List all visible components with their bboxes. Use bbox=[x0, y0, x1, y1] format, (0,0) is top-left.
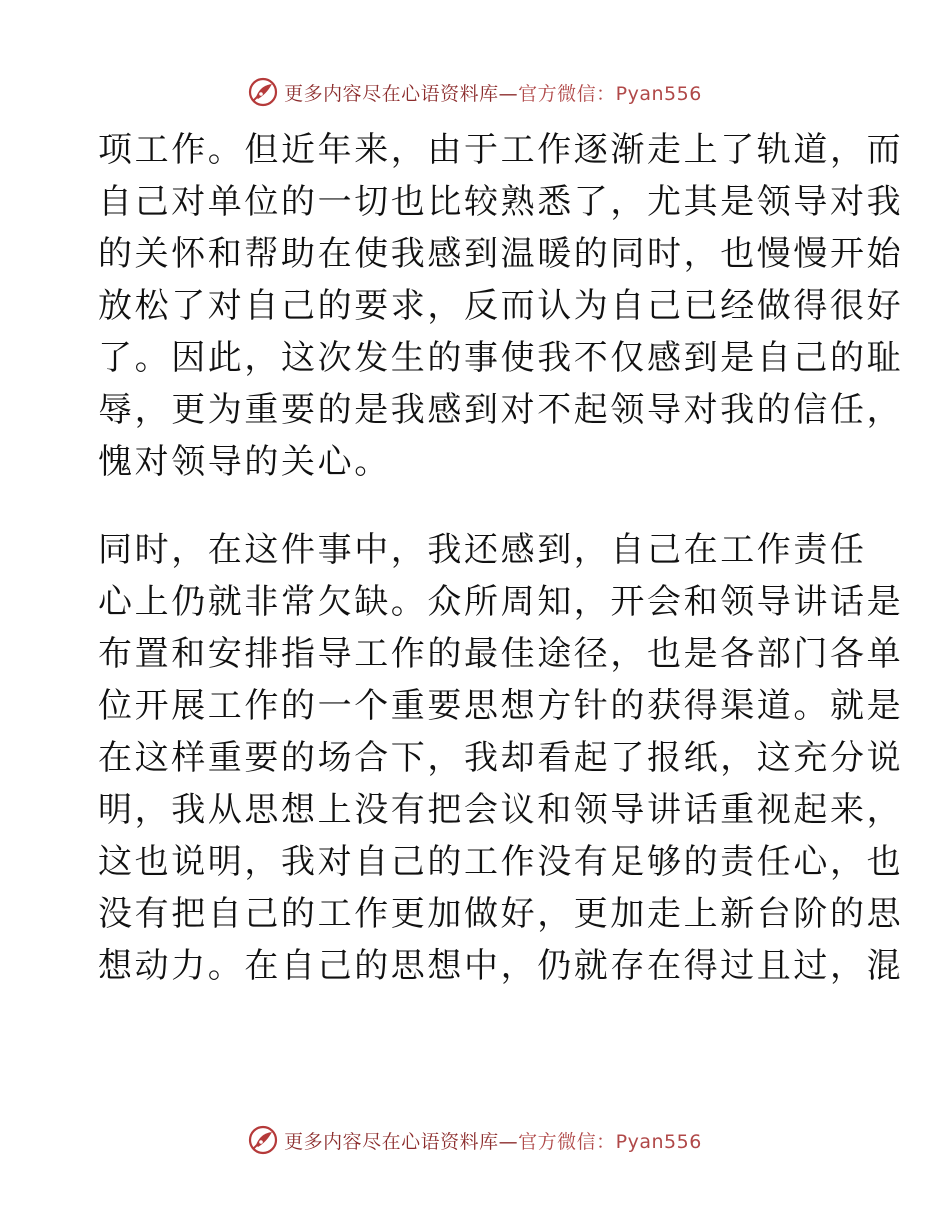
header-banner bbox=[0, 72, 950, 112]
text-line: 布置和安排指导工作的最佳途径，也是各部门各单 bbox=[98, 634, 904, 674]
paragraph-1 bbox=[98, 124, 904, 488]
text-line: 的关怀和帮助在使我感到温暖的同时，也慢慢开始 bbox=[98, 234, 904, 274]
text-line: 了。因此，这次发生的事使我不仅感到是自己的耻 bbox=[98, 338, 904, 378]
text-line: 愧对领导的关心。 bbox=[98, 442, 391, 482]
text-line: 辱，更为重要的是我感到对不起领导对我的信任， bbox=[98, 390, 904, 430]
text-line: 位开展工作的一个重要思想方针的获得渠道。就是 bbox=[98, 686, 904, 726]
paragraph-gap bbox=[98, 488, 858, 524]
text-line: 没有把自己的工作更加做好，更加走上新台阶的思 bbox=[98, 894, 904, 934]
text-line: 自己对单位的一切也比较熟悉了，尤其是领导对我 bbox=[98, 182, 904, 222]
text-line: 放松了对自己的要求，反而认为自己已经做得很好 bbox=[98, 286, 904, 326]
pen-nib-icon bbox=[248, 77, 278, 107]
header-banner-text: 更多内容尽在心语资料库—官方微信：Pyan556 bbox=[284, 82, 702, 105]
text-line: 同时，在这件事中，我还感到，自己在工作责任 bbox=[98, 530, 867, 570]
footer-banner-text: 更多内容尽在心语资料库—官方微信：Pyan556 bbox=[284, 1130, 702, 1153]
text-line: 想动力。在自己的思想中，仍就存在得过且过，混 bbox=[98, 946, 904, 986]
text-line: 心上仍就非常欠缺。众所周知，开会和领导讲话是 bbox=[98, 582, 904, 622]
paragraph-2 bbox=[98, 524, 904, 992]
text-line: 这也说明，我对自己的工作没有足够的责任心，也 bbox=[98, 842, 904, 882]
text-line: 在这样重要的场合下，我却看起了报纸，这充分说 bbox=[98, 738, 904, 778]
text-line: 项工作。但近年来，由于工作逐渐走上了轨道，而 bbox=[98, 130, 904, 170]
document-body bbox=[98, 124, 904, 992]
text-line: 明，我从思想上没有把会议和领导讲话重视起来， bbox=[98, 790, 904, 830]
pen-nib-icon bbox=[248, 1125, 278, 1155]
footer-banner bbox=[0, 1120, 950, 1160]
